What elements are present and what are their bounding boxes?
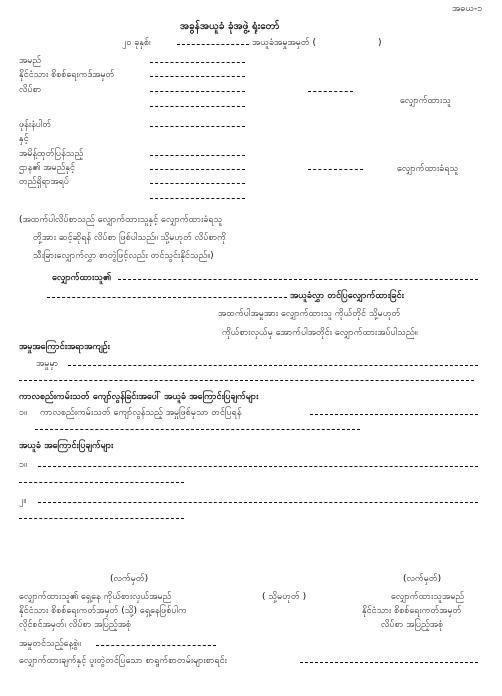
note-line-1: (အထက်ပါလိပ်စာသည် လျှောက်ထားသူနှင့် လျှောက်ထားခံရသူ xyxy=(19,215,223,225)
field-department: ဌာန၏ အမည်နှင့် xyxy=(19,163,75,173)
document-title: အခွန်အယူခံ ခုံအဖွဲ့ ရုံးတော် xyxy=(180,21,280,32)
grounds-heading: အယူခံ အကြောင်းပြချက်များ xyxy=(19,441,114,451)
attachments-list-label: လျှောက်ထားချက်နှင့် ပူးတွဲတင်ပြသော စာရွက်စာတမ်းများစာရင်း xyxy=(19,656,227,666)
form-code: အဓယ-၁ xyxy=(452,4,483,14)
case-year-label: ၂၀ ခုနှစ်၊ xyxy=(122,38,151,48)
sig-left-line-2: နိုင်ငံသား စိစစ်ရေးကတ်အမှတ် (သို့) ရှေ့နေဖြစ်ပါက xyxy=(19,606,187,616)
limitation-blank-1[interactable] xyxy=(310,414,478,415)
respondent-label: လျှောက်ထားခံရသူ xyxy=(397,164,459,174)
sig-left-line-4: အမှုတင်သည့်နေ့စွဲ။ xyxy=(19,639,81,649)
case-number-label: အယူခံအမှုအမှတ် ( xyxy=(252,38,317,48)
appeal-submission-title: အယူခံလွှာ တင်ပြလျှောက်ထားခြင်း xyxy=(290,291,404,301)
field-order-issuer: အမိန့်ထုတ်ပြန်သည့် xyxy=(19,149,84,159)
appellant-address-blank[interactable] xyxy=(150,91,245,92)
sig-right-line-3: လိပ်စာ အပြည့်အစုံ xyxy=(381,620,444,630)
field-location: တည်ရှိရာအရပ် xyxy=(19,177,70,187)
field-name: အမည် xyxy=(19,56,42,66)
appellant-label: လျှောက်ထားသူ xyxy=(400,96,451,106)
respondent-separator-line xyxy=(308,169,363,170)
filing-date-blank[interactable] xyxy=(96,645,216,646)
ground-1-blank[interactable] xyxy=(38,466,478,467)
limitation-item-text: ကာလစည်းကမ်းသတ် ကျော်လွန်သည့် အမှုဖြစ်မှသာ တင်ပြရန် xyxy=(40,408,242,418)
appellant-name-blank[interactable] xyxy=(150,62,245,63)
note-line-3: သီးခြားလျှောက်လွှာ စာတွဲဖြင့်လည်း တင်သွင်းနိုင်သည်။) xyxy=(33,251,214,261)
appellant-address-blank-2[interactable] xyxy=(150,106,245,107)
submission-blank[interactable] xyxy=(47,297,287,298)
sig-right-line-1: လျှောက်ထားသူအမည် xyxy=(391,592,465,602)
limitation-heading: ကာလစည်းကမ်းသတ် ကျော်လွန်ခြင်းအပေါ် အယူခံ အကြောင်းပြချက်များ xyxy=(19,392,259,402)
applicant-of-label: လျှောက်ထားသူ၏ xyxy=(52,273,112,283)
limitation-item-number: ၁။ xyxy=(19,408,27,418)
ground-2-number: ၂။ xyxy=(19,496,27,506)
respondent-blank-4[interactable] xyxy=(150,198,245,199)
appellant-phone-blank[interactable] xyxy=(150,126,245,127)
respondent-blank-3[interactable] xyxy=(150,183,245,184)
ground-2-blank-2[interactable] xyxy=(19,518,184,519)
signature-left-label: (လက်မှတ်) xyxy=(110,574,149,584)
facts-blank-2[interactable] xyxy=(19,380,474,381)
case-no-label: အမှုမှာ xyxy=(36,359,59,369)
ground-1-number: ၁။ xyxy=(19,460,27,470)
field-nrc: နိုင်ငံသား စိစစ်ရေးကဒ်အမှတ် xyxy=(19,70,115,80)
limitation-blank-2[interactable] xyxy=(35,429,360,430)
signature-right-label: (လက်မှတ်) xyxy=(403,574,442,584)
sig-left-line-1: လျှောက်ထားသူ၏ ရှေ့နေ ကိုယ်စားလှယ်အမည် xyxy=(19,592,172,602)
field-and: နှင့် xyxy=(19,134,29,144)
appellant-nrc-blank[interactable] xyxy=(150,76,245,77)
respondent-blank-2[interactable] xyxy=(150,169,245,170)
case-number-close: ) xyxy=(378,38,382,48)
appellant-separator-line xyxy=(308,91,353,92)
sig-left-line-3: လိုင်စင်အမှတ်၊ လိပ်စာ အပြည့်အစုံ xyxy=(19,620,132,630)
or-label: ( သို့မဟုတ် ) xyxy=(262,592,307,602)
ground-1-blank-2[interactable] xyxy=(19,482,184,483)
facts-blank-1[interactable] xyxy=(68,365,478,366)
intro-line-1: အထက်ပါအမှုအား လျှောက်ထားသူ ကိုယ်တိုင် သို့မဟုတ် xyxy=(218,309,401,319)
attachments-blank[interactable] xyxy=(300,662,478,663)
ground-2-blank[interactable] xyxy=(38,502,478,503)
note-line-2: တို့အား ဆင့်ဆိုရန် လိပ်စာ ဖြစ်ပါသည်။ သို့မဟုတ် လိပ်စာကို xyxy=(33,233,226,243)
respondent-blank-1[interactable] xyxy=(150,155,245,156)
intro-line-2: ကိုယ်စားလှယ်မှ အောက်ပါအတိုင်း လျှောက်ထားအပ်ပါသည်။ xyxy=(222,328,418,338)
case-year-blank[interactable] xyxy=(177,44,249,45)
sig-right-line-2: နိုင်ငံသား စိစစ်ရေးကတ်အမှတ် xyxy=(362,606,462,616)
field-address: လိပ်စာ xyxy=(19,85,42,95)
applicant-blank[interactable] xyxy=(118,279,478,280)
facts-heading: အမှုအကြောင်းအရာအကျဉ်း xyxy=(19,342,110,352)
field-phone: ဖုန်းနံပါတ် xyxy=(19,120,52,130)
